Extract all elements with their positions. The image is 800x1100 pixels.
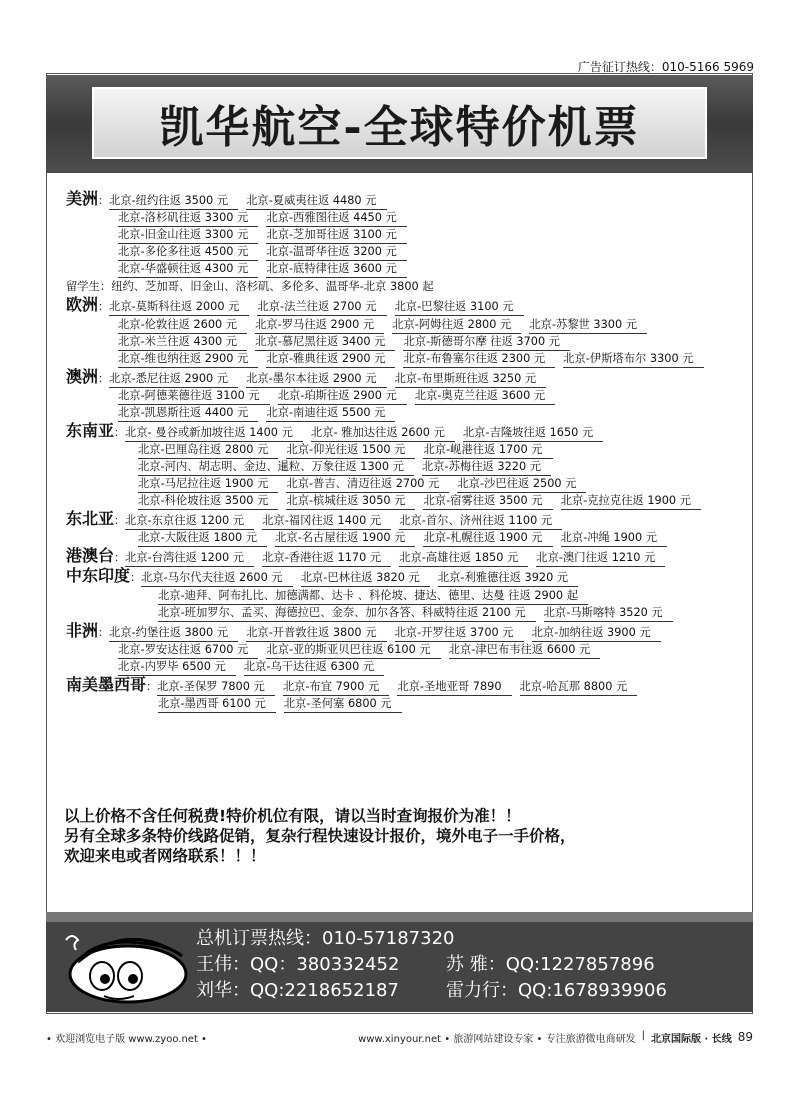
- fare-item: 北京-普吉、清迈往返 2700 元: [286, 476, 449, 493]
- region-colon: ：: [146, 679, 158, 693]
- fare-item: 北京-伦敦往返 2600 元: [118, 317, 247, 334]
- fare-item: 北京-布里斯班往返 3250 元: [395, 371, 547, 388]
- fare-row: [66, 696, 746, 713]
- title-banner: [46, 75, 753, 173]
- region-block: [66, 622, 746, 676]
- region-colon: ：: [114, 551, 126, 565]
- fare-item: 北京-克拉克往返 1900 元: [561, 493, 701, 510]
- fare-item: 北京-圣保罗 7800 元: [157, 679, 275, 696]
- title-plate: [92, 87, 707, 159]
- fare-item: 北京-温哥华往返 3200 元: [266, 244, 406, 261]
- fare-row: [66, 422, 746, 442]
- fare-item: 北京-凯恩斯往返 4400 元: [118, 405, 258, 422]
- fare-item: 北京-珀斯往返 2900 元: [278, 388, 407, 405]
- fare-row: [66, 210, 746, 227]
- region-block: [66, 510, 746, 547]
- contact-lei-lixing: 雷力行：QQ:1678939906: [446, 980, 667, 1001]
- banner-stripe: [46, 912, 753, 922]
- region-block: [66, 368, 746, 422]
- fare-item: 北京-夏威夷往返 4480 元: [246, 193, 386, 210]
- fare-item: 北京-罗安达往返 6700 元: [118, 642, 258, 659]
- fare-item: 北京-名古屋往返 1900 元: [275, 530, 415, 547]
- page-title: 凯华航空-全球特价机票: [159, 102, 640, 153]
- fare-row: [66, 296, 746, 316]
- fare-item: 北京-科伦坡往返 3500 元: [138, 493, 278, 510]
- fare-item: 北京-伊斯塔布尔 3300 元: [563, 351, 703, 368]
- fare-item: 北京-首尔、济州往返 1100 元: [399, 513, 562, 530]
- fare-item: 北京-墨西哥 6100 元: [158, 696, 276, 713]
- fare-item: 北京-澳门往返 1210 元: [536, 550, 665, 567]
- fare-row: [66, 227, 746, 244]
- fare-row: [66, 547, 746, 567]
- fare-item: 北京-宿雾往返 3500 元: [423, 493, 552, 510]
- region-colon: ：: [98, 300, 110, 314]
- footer-edition: 北京国际版 · 长线: [650, 1034, 732, 1045]
- fare-item: 北京-法兰往返 2700 元: [257, 299, 386, 316]
- notice-line: 另有全球多条特价线路促销，复杂行程快速设计报价，境外电子一手价格，: [64, 827, 576, 845]
- fare-item: 北京-纽约往返 3500 元: [109, 193, 238, 210]
- fare-item: 北京-多伦多往返 4500 元: [118, 244, 258, 261]
- booking-hotline: 总机订票热线：010-57187320: [196, 928, 455, 949]
- region-name: 美洲: [66, 189, 99, 208]
- region-block: [66, 190, 746, 296]
- region-block: [66, 567, 746, 621]
- region-colon: ：: [98, 194, 110, 207]
- fare-item: 北京-利雅德往返 3920 元: [438, 570, 578, 587]
- fare-item: 北京-冲绳 1900 元: [561, 530, 668, 547]
- region-name: 东南亚: [66, 420, 115, 440]
- fare-item: 北京-悉尼往返 2900 元: [109, 371, 238, 388]
- fare-item: 北京-底特律往返 3600 元: [266, 261, 406, 278]
- fare-item: 北京-香港往返 1170 元: [262, 550, 391, 567]
- region-colon: ：: [114, 425, 126, 439]
- fare-item: 北京-洛杉矶往返 3300 元: [118, 210, 258, 227]
- fare-item: 北京-亚的斯亚贝巴往返 6100 元: [266, 642, 440, 659]
- fare-item: 北京-莫斯科往返 2000 元: [109, 299, 249, 316]
- fare-item: 北京-福冈往返 1400 元: [262, 513, 391, 530]
- fare-item: 北京-维也纳往返 2900 元: [118, 351, 258, 368]
- fare-item: 北京-罗马往返 2900 元: [255, 317, 384, 334]
- fare-item: 北京-河内、胡志明、金边、暹粒、万象往返 1300 元: [138, 459, 414, 476]
- fare-row: [66, 510, 746, 530]
- fare-item: 北京-墨尔本往返 2900 元: [246, 371, 386, 388]
- fare-item: 北京-班加罗尔、孟买、海德拉巴、金奈、加尔各答、科威特往返 2100 元: [158, 605, 536, 622]
- fare-row: [66, 622, 746, 642]
- fare-item: 北京-东京往返 1200 元: [125, 513, 254, 530]
- fare-item: 北京-布鲁塞尔往返 2300 元: [403, 351, 555, 368]
- fare-item: 北京-槟城往返 3050 元: [286, 493, 415, 510]
- student-note: 留学生：纽约、芝加哥、旧金山、洛杉矶、多伦多、温哥华-北京 3800 起: [66, 280, 434, 294]
- region-name: 欧洲: [66, 295, 99, 315]
- region-name: 港澳台: [66, 546, 115, 566]
- region-block: [66, 422, 746, 510]
- fare-item: 北京-西雅图往返 4450 元: [266, 210, 406, 227]
- contact-liu-hua: 刘华：QQ:2218652187: [196, 980, 399, 1001]
- fare-item: 北京-巴厘岛往返 2800 元: [138, 442, 278, 459]
- fare-item: 北京-津巴布韦往返 6600 元: [449, 642, 601, 659]
- fare-item: 北京-华盛顿往返 4300 元: [118, 261, 258, 278]
- region-block: [66, 676, 746, 713]
- fare-row: [66, 493, 746, 510]
- fare-item: 北京-大阪往返 1800 元: [138, 530, 267, 547]
- footer: [46, 1030, 753, 1045]
- region-name: 澳洲: [66, 366, 99, 386]
- fare-row: [66, 442, 746, 459]
- fare-row: [66, 261, 746, 278]
- fare-item: 北京-奥克兰往返 3600 元: [415, 388, 555, 405]
- footer-divider: |: [641, 1030, 645, 1041]
- fare-item: 北京-开普敦往返 3800 元: [246, 625, 386, 642]
- region-name: 东北亚: [66, 509, 115, 529]
- ad-hotline: 广告征订热线：010-5166 5969: [577, 60, 754, 74]
- fare-item: 北京-哈瓦那 8800 元: [520, 679, 638, 696]
- footer-left: • 欢迎浏览电子版 www.zyoo.net •: [46, 1034, 207, 1045]
- fare-item: 北京-迪拜、阿布扎比、加德满都、达卡 、科伦坡、捷达、德里、达曼 往返 2900 起: [158, 588, 588, 605]
- fare-item: 北京-高雄往返 1850 元: [399, 550, 528, 567]
- fare-item: 北京-札幌往返 1900 元: [423, 530, 552, 547]
- region-block: [66, 547, 746, 567]
- fare-row: [66, 334, 746, 351]
- region-name: 南美墨西哥: [66, 674, 147, 694]
- contact-wang-wei: 王伟：QQ：380332452: [196, 954, 400, 975]
- fare-item: 北京-仰光往返 1500 元: [286, 442, 415, 459]
- contact-lines: [196, 926, 667, 1004]
- fare-item: 北京-圣地亚哥 7890: [397, 679, 511, 696]
- fare-item: 北京-吉隆坡往返 1650 元: [463, 425, 603, 442]
- fare-row: [66, 605, 746, 622]
- fare-item: 北京-苏黎世 3300 元: [529, 317, 647, 334]
- fare-item: 北京-圣何塞 6800 元: [284, 696, 402, 713]
- fare-item: 北京-岘港往返 1700 元: [423, 442, 552, 459]
- fare-row: [66, 244, 746, 261]
- fare-item: 北京-巴林往返 3820 元: [301, 570, 430, 587]
- mascot-icon: [58, 926, 198, 1006]
- fare-item: 北京-旧金山往返 3300 元: [118, 227, 258, 244]
- fare-row: [66, 659, 746, 676]
- region-colon: ：: [114, 514, 126, 528]
- fare-item: 北京-阿德莱德往返 3100 元: [118, 388, 270, 405]
- notice-line: 欢迎来电或者网络联系！！！: [64, 847, 266, 865]
- fare-item: 北京-台湾往返 1200 元: [125, 550, 254, 567]
- fare-item: 北京-开罗往返 3700 元: [395, 625, 524, 642]
- fare-item: 北京- 曼谷或新加坡往返 1400 元: [125, 425, 303, 442]
- footer-middle: www.xinyour.net • 旅游网站建设专家 • 专注旅游微电商研发: [358, 1034, 636, 1045]
- region-block: [66, 296, 746, 367]
- fare-item: 北京-米兰往返 4300 元: [118, 334, 247, 351]
- fare-item: 北京- 雅加达往返 2600 元: [311, 425, 455, 442]
- fare-row: [66, 368, 746, 388]
- fare-item: 北京-内罗毕 6500 元: [118, 659, 236, 676]
- fare-row: [66, 530, 746, 547]
- fare-item: 北京-南迪往返 5500 元: [266, 405, 395, 422]
- notice-line: 以上价格不含任何税费!特价机位有限，请以当时查询报价为准！！: [64, 807, 521, 825]
- fare-item: 北京-斯德哥尔摩 往返 3700 元: [403, 334, 570, 351]
- fare-item: 北京-沙巴往返 2500 元: [457, 476, 586, 493]
- fare-row: [66, 351, 746, 368]
- fare-row: [66, 476, 746, 493]
- fare-item: 北京-芝加哥往返 3100 元: [266, 227, 406, 244]
- fare-row: [66, 588, 746, 605]
- fare-row: [66, 388, 746, 405]
- contact-banner: [46, 912, 753, 1012]
- region-colon: ：: [98, 625, 110, 639]
- fare-item: 北京-乌干达往返 6300 元: [244, 659, 384, 676]
- page-number: 89: [737, 1030, 753, 1044]
- fare-row: [66, 676, 746, 696]
- footer-right: [358, 1030, 753, 1045]
- fare-row: [66, 642, 746, 659]
- contact-row-2: [196, 978, 667, 1004]
- fare-item: 北京-雅典往返 2900 元: [266, 351, 395, 368]
- fare-row: [66, 459, 746, 476]
- fare-item: 北京-马尼拉往返 1900 元: [138, 476, 278, 493]
- fare-item: 北京-巴黎往返 3100 元: [395, 299, 524, 316]
- fare-item: 北京-阿姆往返 2800 元: [392, 317, 521, 334]
- fare-item: 北京-马斯喀特 3520 元: [544, 605, 673, 622]
- region-colon: ：: [130, 571, 142, 585]
- fare-item: 北京-加纳往返 3900 元: [532, 625, 661, 642]
- fare-row: [66, 405, 746, 422]
- fare-item: 北京-慕尼黑往返 3400 元: [255, 334, 395, 351]
- region-colon: ：: [98, 371, 110, 385]
- fare-item: 北京-马尔代夫往返 2600 元: [141, 570, 293, 587]
- fare-item: 北京-布宜 7900 元: [283, 679, 390, 696]
- fare-item: 北京-约堡往返 3800 元: [109, 625, 238, 642]
- fare-row: [66, 567, 746, 587]
- fare-row: [66, 190, 746, 210]
- contact-row-1: [196, 952, 667, 978]
- fare-listing: [66, 190, 746, 713]
- contact-su-ya: 苏 雅：QQ:1227857896: [446, 954, 655, 975]
- region-name: 中东印度: [66, 566, 131, 586]
- fare-item: 北京-苏梅往返 3220 元: [422, 459, 551, 476]
- fare-row: [66, 317, 746, 334]
- region-name: 非洲: [66, 620, 99, 640]
- price-notice: [64, 806, 754, 866]
